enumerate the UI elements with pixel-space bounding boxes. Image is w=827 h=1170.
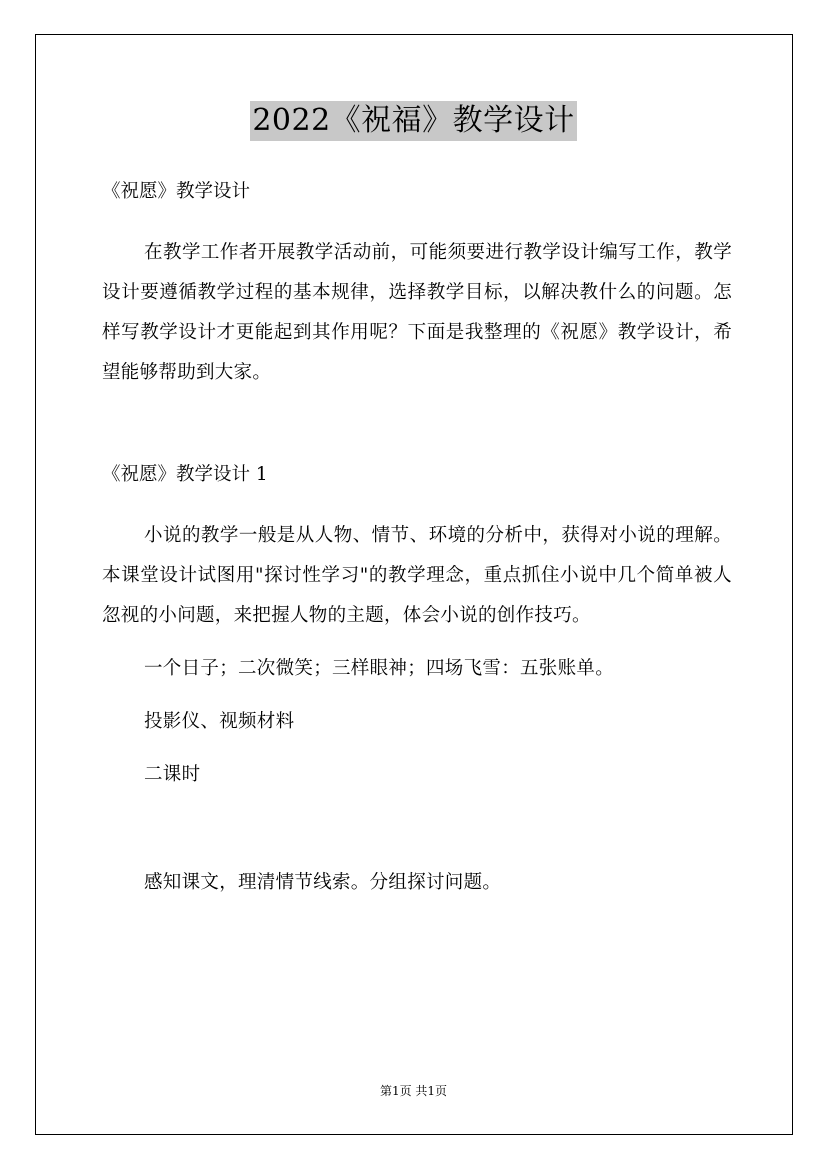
document-title-wrap xyxy=(0,101,827,141)
teaching-tools-line: 投影仪、视频材料 xyxy=(144,711,295,732)
section2-heading: 《祝愿》教学设计 1 xyxy=(102,464,268,485)
task-line: 感知课文，理清情节线索。分组探讨问题。 xyxy=(144,872,502,893)
class-hours-line: 二课时 xyxy=(144,764,201,785)
key-points-line: 一个日子；二次微笑；三样眼神；四场飞雪：五张账单。 xyxy=(144,658,615,679)
section2-paragraph: 小说的教学一般是从人物、情节、环境的分析中，获得对小说的理解。本课堂设计试图用"探讨性学习"的教学理念，重点抓住小说中几个简单被人忽视的小问题，来把握人物的主题，体会小说的创作技巧。 xyxy=(102,525,732,626)
document-body xyxy=(102,176,732,903)
document-title: 2022《祝福》教学设计 xyxy=(250,101,576,141)
section1-paragraph: 在教学工作者开展教学活动前，可能须要进行教学设计编写工作，教学设计要遵循教学过程的基本规律，选择教学目标，以解决教什么的问题。怎样写教学设计才更能起到其作用呢？下面是我整理的《祝愿》教学设计，希望能够帮助到大家。 xyxy=(102,242,732,383)
section1-heading: 《祝愿》教学设计 xyxy=(102,181,251,202)
page-number: 第1页 共1页 xyxy=(379,1084,448,1098)
